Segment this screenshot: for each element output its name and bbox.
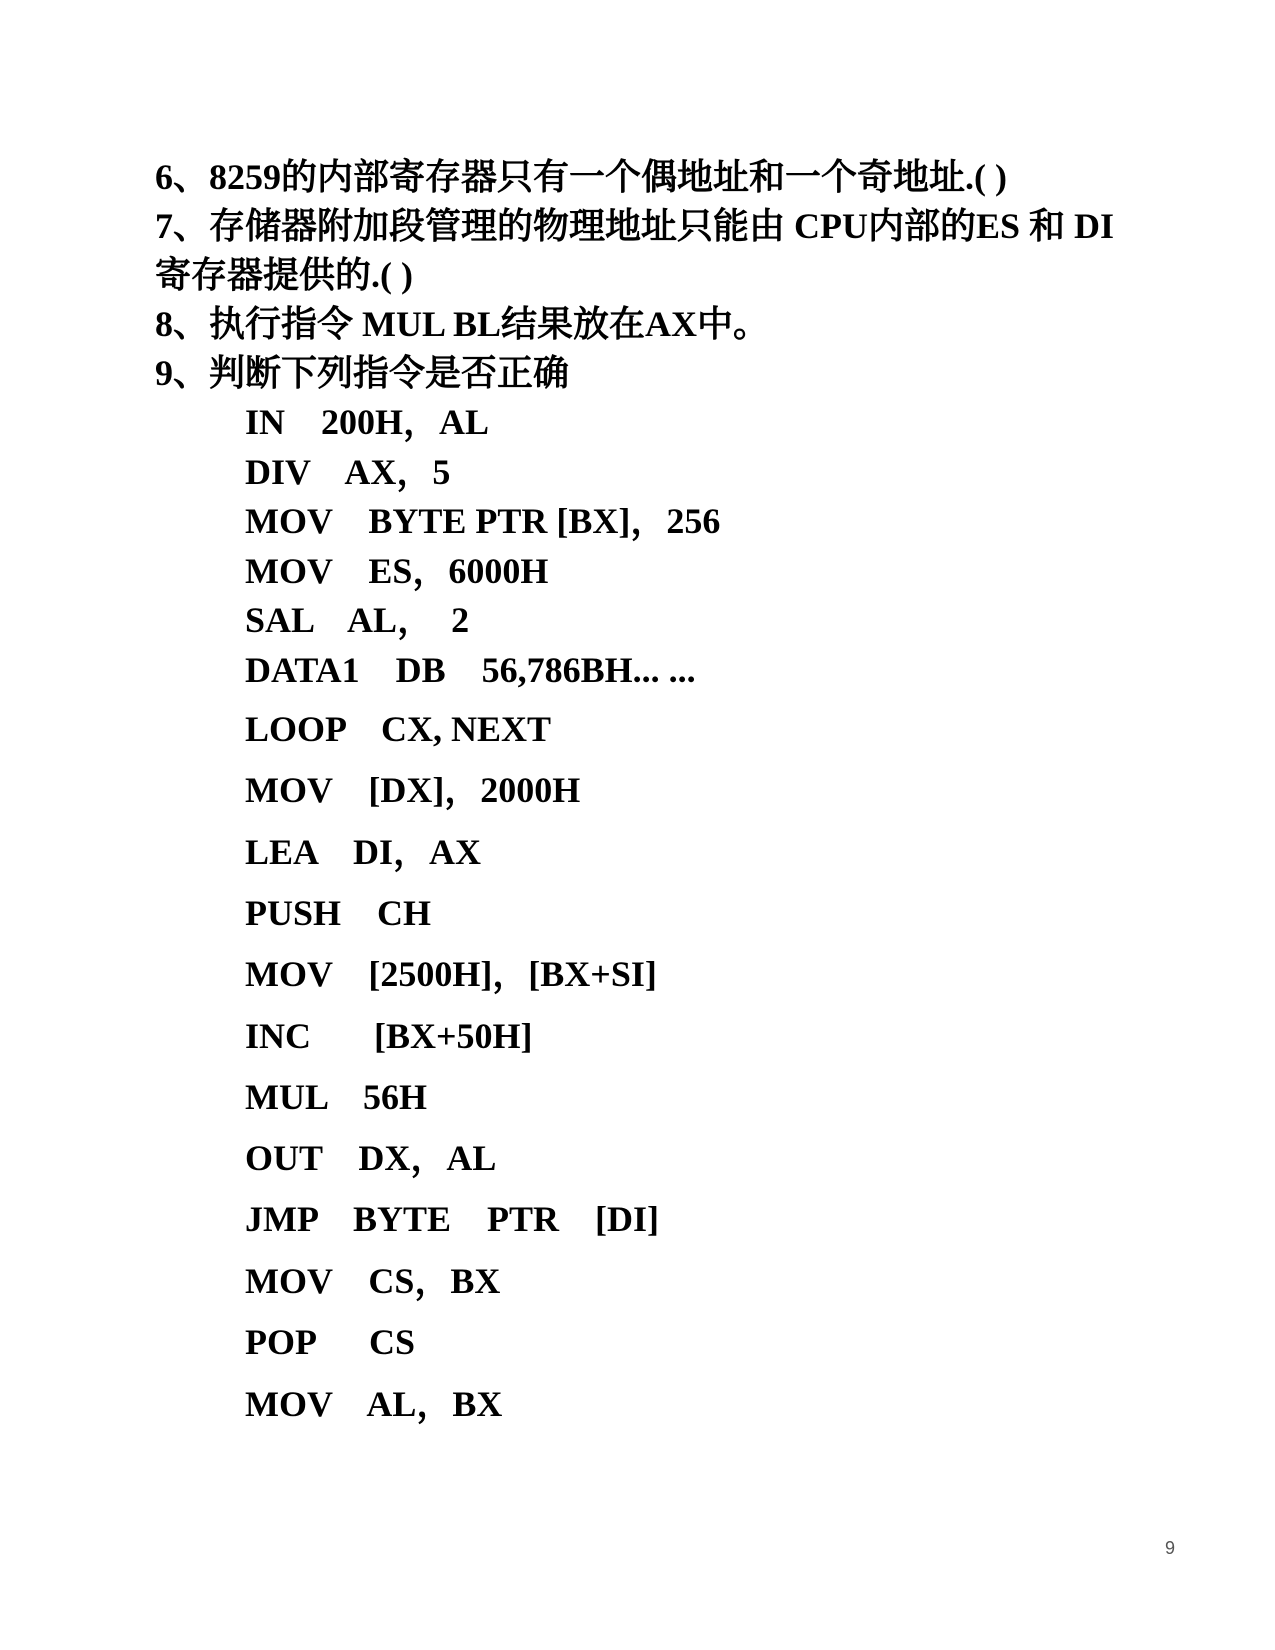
instruction-line: OUT DX，AL	[245, 1138, 497, 1178]
question-6: 6、8259的内部寄存器只有一个偶地址和一个奇地址.( )	[155, 157, 1007, 197]
instruction-line: MOV [DX]，2000H	[245, 770, 581, 810]
instruction-line: MUL 56H	[245, 1077, 428, 1117]
question-8: 8、执行指令 MUL BL结果放在AX中。	[155, 304, 770, 344]
question-7-line-2: 寄存器提供的.( )	[155, 255, 413, 295]
instruction-line: PUSH CH	[245, 893, 432, 933]
instruction-line: MOV [2500H]，[BX+SI]	[245, 954, 657, 994]
instruction-line: JMP BYTE PTR [DI]	[245, 1199, 659, 1239]
page-number: 9	[1165, 1538, 1176, 1558]
instruction-line: MOV AL，BX	[245, 1384, 503, 1424]
instruction-line: IN 200H，AL	[245, 402, 490, 442]
instruction-line: LOOP CX, NEXT	[245, 709, 552, 749]
question-7-line-1: 7、存储器附加段管理的物理地址只能由 CPU内部的ES 和 DI	[155, 206, 1115, 246]
instruction-line: MOV BYTE PTR [BX]，256	[245, 501, 721, 541]
instruction-line: SAL AL， 2	[245, 600, 470, 640]
instruction-line: DIV AX，5	[245, 452, 451, 492]
instruction-line: LEA DI，AX	[245, 832, 482, 872]
instruction-line: POP CS	[245, 1322, 416, 1362]
question-9: 9、判断下列指令是否正确	[155, 353, 570, 393]
instruction-line: INC [BX+50H]	[245, 1016, 533, 1056]
instruction-line: MOV ES，6000H	[245, 551, 549, 591]
instruction-line: DATA1 DB 56,786BH... ...	[245, 650, 696, 690]
instruction-line: MOV CS，BX	[245, 1261, 501, 1301]
